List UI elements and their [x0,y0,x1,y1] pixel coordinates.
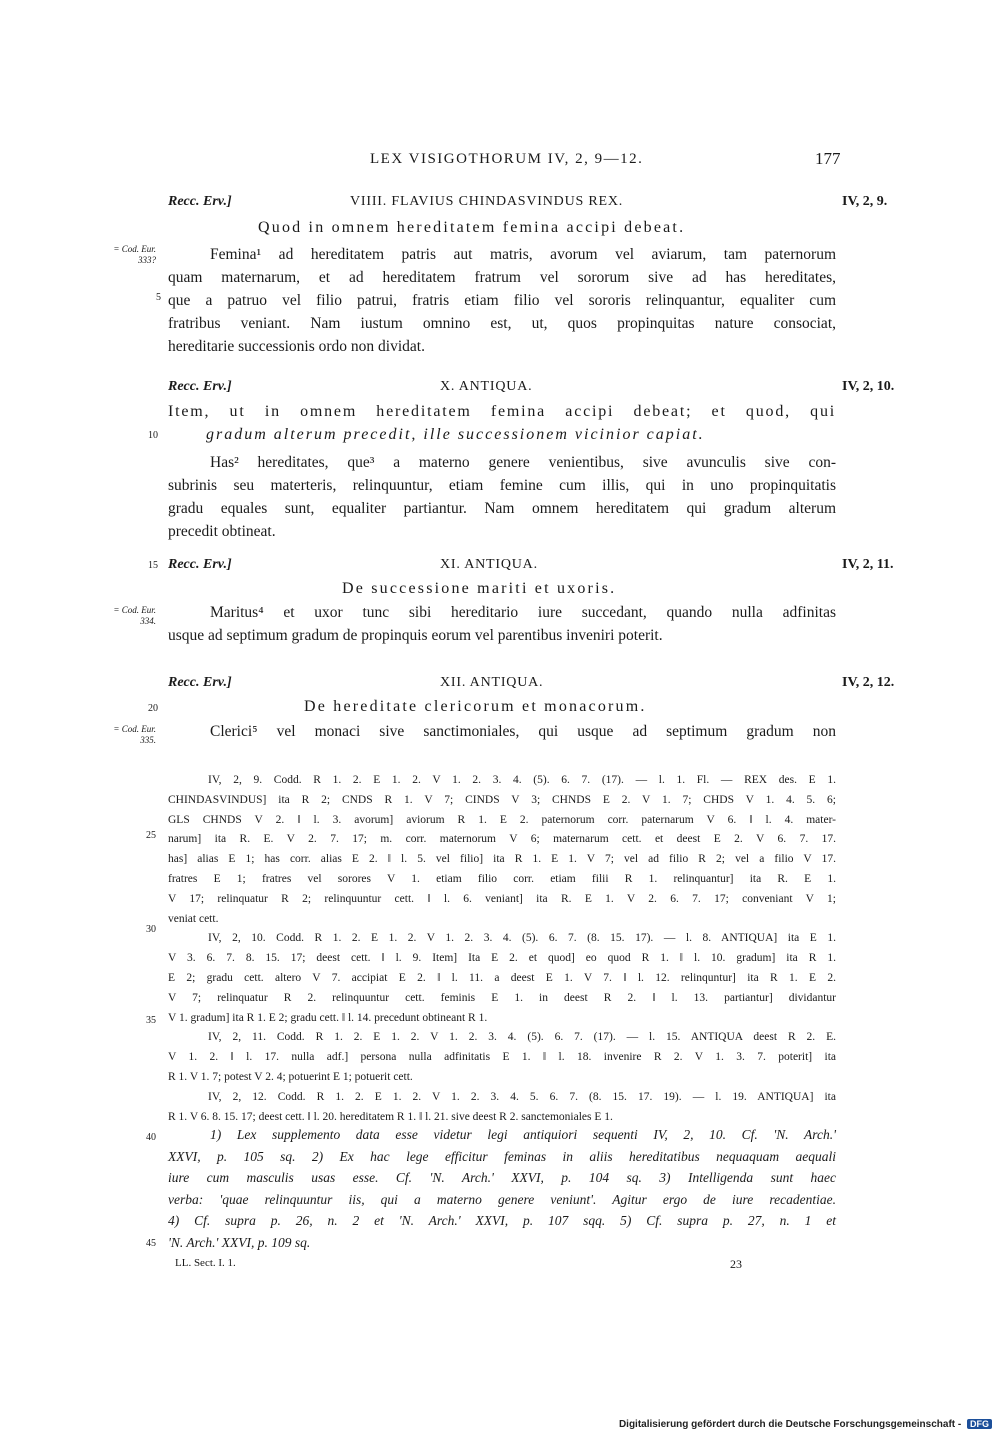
section-reference: IV, 2, 10. [842,379,895,394]
line-number: 15 [148,560,158,571]
section-body [168,720,836,743]
apparatus-line: GLS CHNDS V 2. ‖ l. 3. avorum] aviorum R 1. E 2. paternorum corr. paternarum V 6. ‖ l. 4. mater- [168,813,836,826]
text-line: Clerici⁵ vel monaci sive sanctimoniales, qui usque ad septimum gradum non [210,723,836,740]
apparatus-line: IV, 2, 10. Codd. R 1. 2. E 1. 2. V 1. 2. 3. 4. (5). 6. 7. (8. 15. 17). — l. 8. ANTIQUA] ita E 1. [208,932,836,945]
apparatus-line: R 1. V 6. 8. 15. 17; deest cett. ‖ l. 20. hereditatem R 1. ‖ l. 21. sive deest R 2. sanctemoniales E 1. [168,1110,613,1123]
section-title: XI. ANTIQUA. [440,557,538,572]
footnote-line: XXVI, p. 105 sq. 2) Ex hac lege efficitur feminas in aliis hereditatibus nequaquam aequali [168,1148,836,1164]
text-line: Femina¹ ad hereditatem patris aut matris, avorum vel aviarum, tam paternorum [210,246,836,263]
apparatus-line: fratres E 1; fratres vel sorores V 1. etiam filio corr. etiam filii R 1. relinquantur] ita R. E 1. [168,872,836,885]
line-number: 25 [146,830,156,841]
text-line: Has² hereditates, que³ a materno genere venientibus, sive avunculis sive con- [210,454,836,471]
footnotes [168,1124,836,1253]
funding-banner-text: Digitalisierung gefördert durch die Deutsche Forschungsgemeinschaft - [618,1419,962,1430]
section-rubric-line: gradum alterum precedit, ille successionem vicinior capiat. [206,426,705,443]
section-body [168,243,836,358]
line-number: 45 [146,1238,156,1249]
line-number: 5 [156,292,161,303]
section-title: XII. ANTIQUA. [440,675,544,690]
section-reference: IV, 2, 12. [842,675,895,690]
line-number: 10 [148,430,158,441]
text-line: Maritus⁴ et uxor tunc sibi hereditario iure succedant, quando nulla adfinitas [210,604,836,621]
text-line: subrinis seu materteris, relinquuntur, etiam femine cum illis, qui in uno propinquitatis [168,477,836,494]
footnote-line: 4) Cf. supra p. 26, n. 2 et 'N. Arch.' XXVI, p. 107 sqq. 5) Cf. supra p. 27, n. 1 et [168,1213,836,1228]
section-rubric: De successione mariti et uxoris. [342,580,617,597]
apparatus-line: IV, 2, 9. Codd. R 1. 2. E 1. 2. V 1. 2. 3. 4. (5). 6. 7. (17). — l. 1. Fl. — REX des. E 1. [208,774,836,786]
apparatus-line: V 1. gradum] ita R 1. E 2; gradu cett. ‖ l. 14. precedunt obtineant R 1. [168,1011,488,1024]
apparatus-line: R 1. V 1. 7; potest V 2. 4; potuerint E 1; potuerit cett. [168,1070,413,1083]
apparatus-line: V 1. 2. ‖ l. 17. nulla adf.] persona nulla adfinitatis E 1. ‖ l. 18. invenire R 2. V 1. 3. 7. poterit] ita [168,1051,836,1064]
line-number: 40 [146,1132,156,1143]
apparatus-line: veniat cett. [168,912,219,925]
text-line: hereditarie successionis ordo non dividat. [168,338,425,355]
section-tag: Recc. Erv.] [168,675,232,690]
text-line: usque ad septimum gradum de propinquis eorum vel parentibus inveniri poterit. [168,627,663,644]
apparatus-line: E 2; gradu cett. altero V 7. accipiat E 2. ‖ l. 11. a deest E 1. V 7. ‖ l. 12. relinquntur] ita R 1. E 2. [168,971,836,984]
apparatus-line: has] alias E 1; has corr. alias E 2. ‖ l. 5. vel filio] ita R 1. E 1. V 7; vel ad filio R 2; vel a filio V 17. [168,853,836,866]
section-tag: Recc. Erv.] [168,557,232,572]
section-body [168,601,836,647]
footnote-line: 1) Lex supplemento data esse videtur legi antiquiori sequenti IV, 2, 10. Cf. 'N. Arch.' [210,1127,836,1142]
section-rubric: Quod in omnem hereditatem femina accipi debeat. [258,219,686,236]
line-number: 35 [146,1015,156,1026]
margin-concordance-note: = Cod. Eur. 334. [113,605,156,626]
margin-concordance-note: = Cod. Eur. 335. [113,724,156,745]
sheet-number: 23 [730,1257,742,1271]
apparatus-line: V 7; relinquatur R 2. relinquuntur cett. feminis E 1. in deest R 2. ‖ l. 13. partiantur] dividantur [168,991,836,1004]
footnote-line: 'N. Arch.' XXVI, p. 109 sq. [168,1234,311,1250]
section-reference: IV, 2, 9. [842,194,888,209]
section-tag: Recc. Erv.] [168,194,232,209]
section-tag: Recc. Erv.] [168,379,232,394]
text-line: fratribus veniant. Nam iustum omnino est, ut, quos propinquitas nature consociat, [168,315,836,332]
apparatus-line: V 3. 6. 7. 8. 15. 17; deest cett. ‖ l. 9. Item] Ita E 2. et quod] eo quod R 1. ‖ l. 10. gradum] ita R 1. [168,952,836,965]
apparatus-line: narum] ita R. E. V 2. 7. 17; m. corr. maternorum V 6; maternarum cett. et deest E 2. V 6. 7. 17. [168,833,836,846]
footnote-line: verba: 'quae relinquuntur iis, qui a materno genere veniunt'. Agitur ergo de iure recadentiae. [168,1191,836,1207]
margin-concordance-note: = Cod. Eur. 333? [113,244,156,265]
section-rubric-line: Item, ut in omnem hereditatem femina accipi debeat; et quod, qui [168,403,836,420]
funding-banner [619,1419,992,1430]
critical-apparatus [168,771,836,1127]
apparatus-line: CHINDASVINDUS] ita R 2; CNDS R 1. V 7; CINDS V 3; CHNDS E 2. V 1. 7; CHDS V 1. 4. 5. 6; [168,793,836,806]
line-number: 30 [146,924,156,935]
apparatus-line: V 17; relinquatur R 2; relinquuntur cett. ‖ l. 6. veniant] ita R. E 1. V 2. 6. 7. 17; conveniant V 1; [168,892,836,905]
dfg-logo-icon: DFG [967,1419,992,1429]
line-number: 20 [148,703,158,714]
footnote-line: iure cum masculis usas esse. Cf. 'N. Arch.' XXVI, p. 104 sq. 3) Intelligenda sunt haec [168,1170,836,1185]
section-reference: IV, 2, 11. [842,557,894,572]
page-number: 177 [815,149,841,168]
text-line: gradu equales sunt, equaliter partiantur. Nam omnem hereditatem qui gradum alterum [168,500,836,517]
section-body [168,451,836,543]
running-title: LEX VISIGOTHORUM IV, 2, 9—12. [370,151,644,167]
section-title: X. ANTIQUA. [440,379,533,394]
section-title: VIIII. FLAVIUS CHINDASVINDUS REX. [350,194,624,209]
apparatus-line: IV, 2, 12. Codd. R 1. 2. E 1. 2. V 1. 2. 3. 4. 5. 6. 7. (8. 15. 17. 19). — l. 19. ANTIQUA] ita [208,1090,836,1103]
apparatus-line: IV, 2, 11. Codd. R 1. 2. E 1. 2. V 1. 2. 3. 4. (5). 6. 7. (17). — l. 15. ANTIQUA deest R 2. E. [208,1031,836,1044]
text-line: quam maternarum, et ad hereditatem fratrum vel sororum sive ad has hereditates, [168,269,836,286]
signature-mark: LL. Sect. I. 1. [175,1257,236,1269]
text-line: que a patruo vel filio patrui, fratris etiam filio vel sororis relinquantur, equaliter cum [168,292,836,309]
section-rubric: De hereditate clericorum et monacorum. [304,698,647,715]
text-line: precedit obtineat. [168,523,276,540]
